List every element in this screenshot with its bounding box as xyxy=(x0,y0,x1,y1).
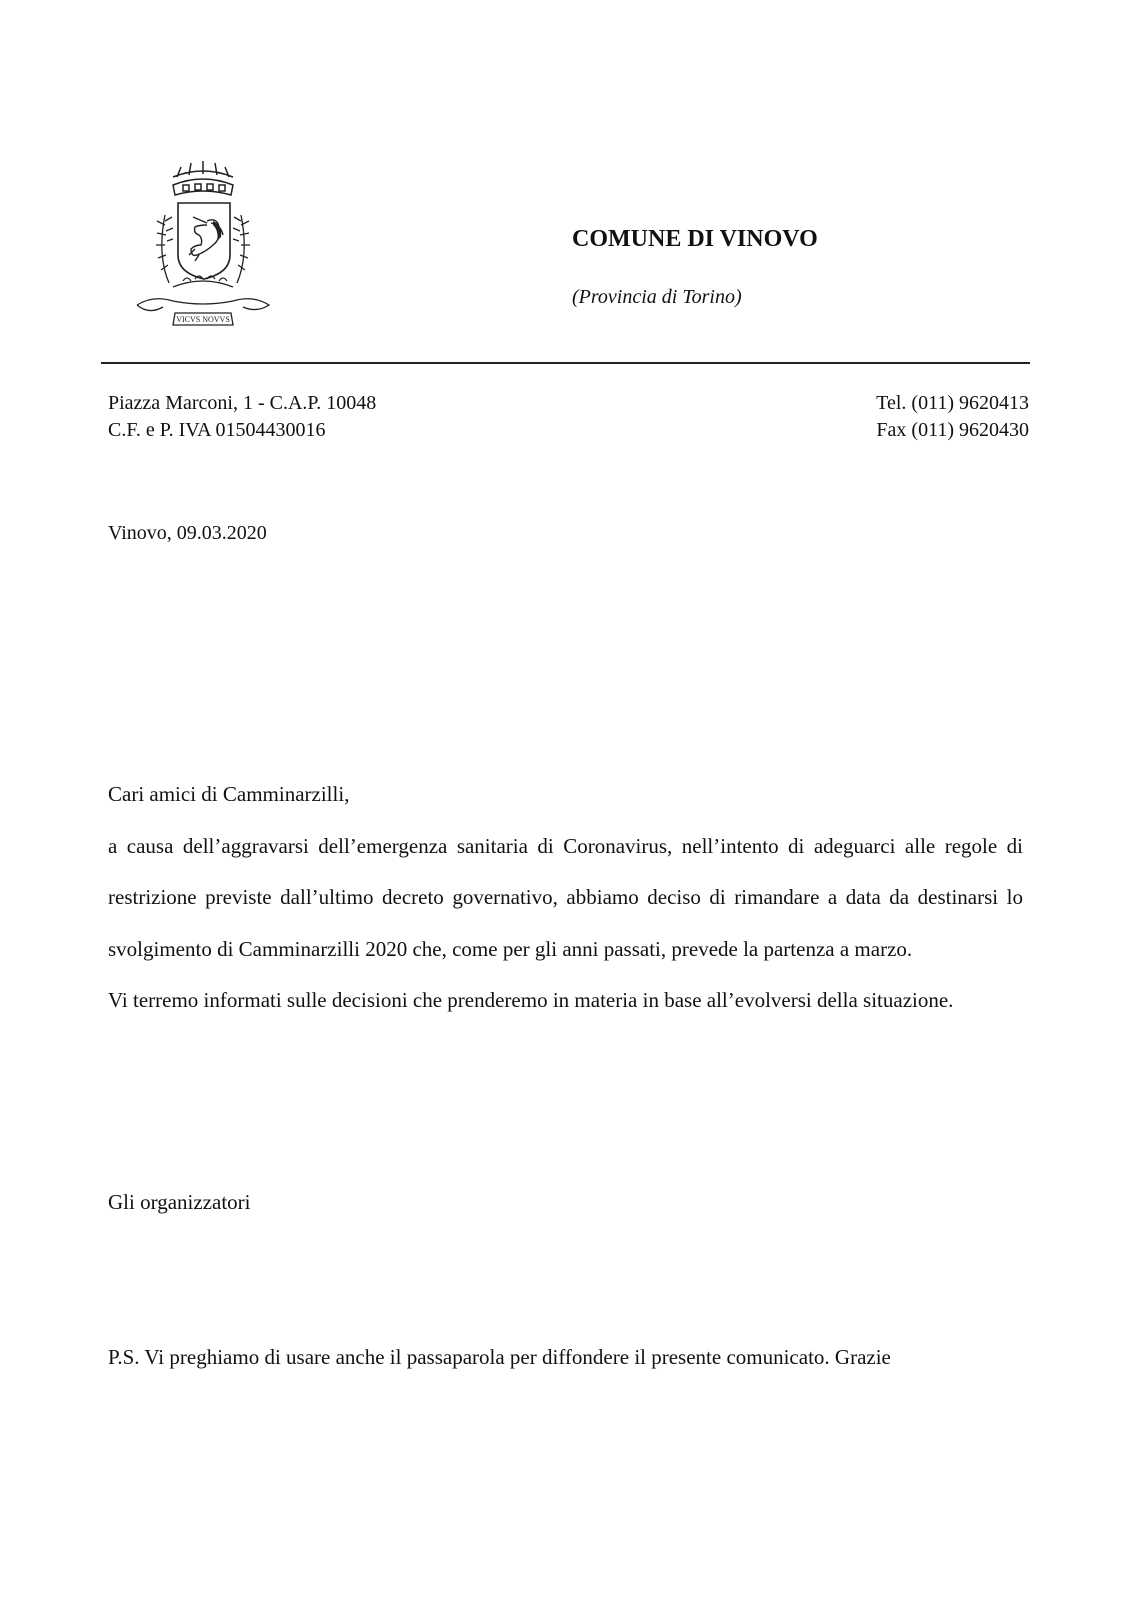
postscript: P.S. Vi preghiamo di usare anche il passaparola per diffondere il presente comunicato. Grazie xyxy=(108,1345,891,1369)
greeting: Cari amici di Camminarzilli, xyxy=(108,782,350,806)
signature: Gli organizzatori xyxy=(108,1190,251,1214)
body-paragraph: Vi terremo informati sulle decisioni che prenderemo in materia in base all’evolversi della situazione. xyxy=(108,988,954,1012)
telephone-line: Tel. (011) 9620413 xyxy=(876,392,1029,414)
address-block xyxy=(108,390,376,444)
letter-body xyxy=(108,769,1023,1027)
province-subtitle: (Provincia di Torino) xyxy=(572,286,742,308)
municipality-title: COMUNE DI VINOVO xyxy=(572,226,818,252)
date-line: Vinovo, 09.03.2020 xyxy=(108,522,267,544)
coat-of-arms-icon xyxy=(133,155,273,335)
svg-text:VICVS NOVVS: VICVS NOVVS xyxy=(176,315,230,324)
body-paragraph: a causa dell’aggravarsi dell’emergenza sanitaria di Coronavirus, nell’intento di adeguarci alle regole di restrizione previste dall’ultimo decreto governativo, abbiamo deciso di rimandare a data da destinarsi lo svolgimento di Camminarzilli 2020 che, come per gli anni passati, prevede la partenza a marzo. xyxy=(108,833,1023,961)
tax-id-line: C.F. e P. IVA 01504430016 xyxy=(108,419,326,441)
header-divider xyxy=(101,362,1030,364)
address-line: Piazza Marconi, 1 - C.A.P. 10048 xyxy=(108,392,377,414)
fax-line: Fax (011) 9620430 xyxy=(876,419,1029,441)
phone-block xyxy=(876,390,1029,444)
